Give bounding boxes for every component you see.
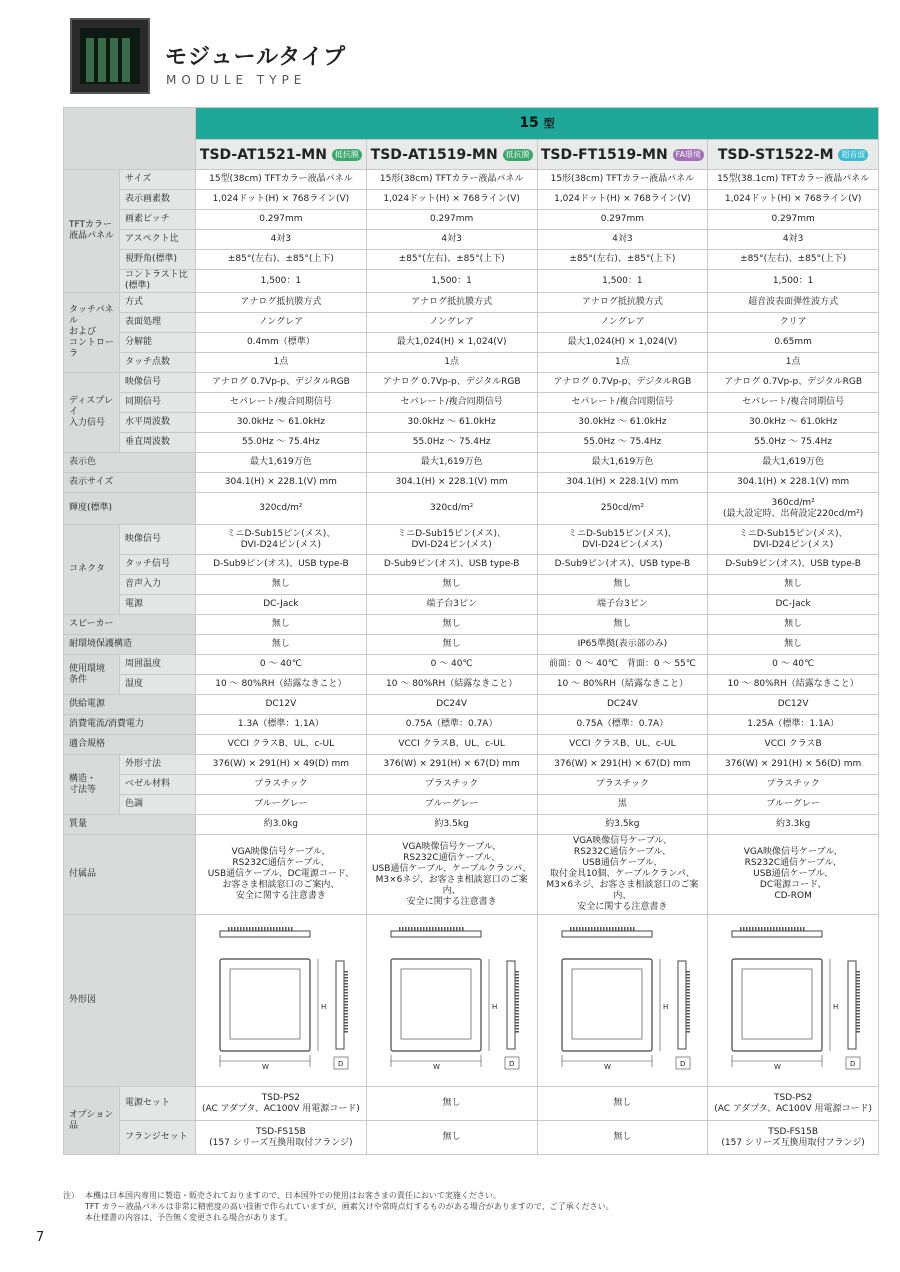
dim-d-label: D — [850, 1059, 856, 1068]
outline-diagram — [369, 921, 537, 1081]
note-line: TFT カラー液晶パネルは非常に精密度の高い技術で作られていますが、画素欠けや常時点灯するものがある場合がありますので、ご了承ください。 — [85, 1202, 614, 1211]
spec-table — [63, 107, 879, 1155]
cell-colors: 最大1,619万色 — [708, 453, 879, 473]
cell-bezel: プラスチック — [537, 775, 708, 795]
cell-surface: ノングレア — [196, 313, 367, 333]
row-label: 耐環境保護構造 — [64, 635, 196, 655]
table-row — [64, 675, 879, 695]
cell-video: アナログ 0.7Vp-p、デジタルRGB — [537, 373, 708, 393]
model-badge: FA環境 — [673, 149, 704, 161]
table-row — [64, 1087, 879, 1121]
cell-vfreq: 55.0Hz ～ 75.4Hz — [708, 433, 879, 453]
cell-current: 0.75A（標準：0.7A） — [537, 715, 708, 735]
cell-current: 0.75A（標準：0.7A） — [366, 715, 537, 735]
size-heading — [196, 108, 879, 140]
cell-conn_touch: D-Sub9ピン(オス)、USB type-B — [196, 555, 367, 575]
cell-method: 超音波表面弾性波方式 — [708, 293, 879, 313]
cell-power_conn: 端子台3ピン — [537, 595, 708, 615]
cell-surface: ノングレア — [366, 313, 537, 333]
dim-w-label: W — [262, 1062, 269, 1071]
cell-dims: 376(W) × 291(H) × 67(D) mm — [366, 755, 537, 775]
cell-opt_power: 無し — [537, 1087, 708, 1121]
table-row — [64, 815, 879, 835]
row-label: 湿度 — [120, 675, 196, 695]
cell-humid: 10 ～ 80%RH（結露なきこと） — [708, 675, 879, 695]
outline-drawing — [196, 915, 367, 1087]
row-label: 画素ピッチ — [120, 210, 196, 230]
cell-standard: VCCI クラスB — [708, 735, 879, 755]
cell-hfreq: 30.0kHz ～ 61.0kHz — [708, 413, 879, 433]
size-unit: 型 — [543, 117, 555, 130]
row-label: 輝度(標準) — [64, 493, 196, 525]
cell-resolution: 0.4mm（標準） — [196, 333, 367, 353]
row-label: 質量 — [64, 815, 196, 835]
cell-pixels: 1,024ドット(H) × 768ライン(V) — [708, 190, 879, 210]
cell-accessories: VGA映像信号ケーブル、 RS232C通信ケーブル、 USB通信ケーブル、 取付金具10個、ケーブルクランパ、 M3×6ネジ、お客さま相談窓口のご案内、 安全に関する注意書き — [537, 835, 708, 915]
product-photo — [70, 18, 150, 94]
cell-temp: 0 ～ 40℃ — [366, 655, 537, 675]
cell-aspect: 4対3 — [708, 230, 879, 250]
cell-accessories: VGA映像信号ケーブル、 RS232C通信ケーブル、 USB通信ケーブル、 DC電源コード、 CD-ROM — [708, 835, 879, 915]
cell-opt_power: TSD-PS2 (AC アダプタ、AC100V 用電源コード) — [196, 1087, 367, 1121]
model-header — [366, 140, 537, 170]
cell-hfreq: 30.0kHz ～ 61.0kHz — [537, 413, 708, 433]
table-row — [64, 170, 879, 190]
model-header — [708, 140, 879, 170]
cell-touchpoints: 1点 — [196, 353, 367, 373]
cell-method: アナログ抵抗膜方式 — [366, 293, 537, 313]
row-label: 分解能 — [120, 333, 196, 353]
cell-pitch: 0.297mm — [366, 210, 537, 230]
cell-tone: 黒 — [537, 795, 708, 815]
dim-h-label: H — [321, 1002, 327, 1011]
table-row — [64, 473, 879, 493]
row-label: 同期信号 — [120, 393, 196, 413]
table-row — [64, 775, 879, 795]
table-row — [64, 1121, 879, 1155]
table-row — [64, 333, 879, 353]
row-label: 周囲温度 — [120, 655, 196, 675]
row-label: 消費電流/消費電力 — [64, 715, 196, 735]
cell-power_conn: DC-Jack — [708, 595, 879, 615]
cell-supply: DC24V — [537, 695, 708, 715]
model-badge: 抵抗膜 — [332, 149, 362, 161]
cell-conn_touch: D-Sub9ピン(オス)、USB type-B — [708, 555, 879, 575]
model-name: TSD-ST1522-M — [717, 146, 834, 163]
cell-brightness: 320cd/m² — [366, 493, 537, 525]
cell-power_conn: DC-Jack — [196, 595, 367, 615]
cell-pixels: 1,024ドット(H) × 768ライン(V) — [537, 190, 708, 210]
row-label: コントラスト比(標準) — [120, 270, 196, 293]
cell-view: ±85°(左右)、±85°(上下) — [708, 250, 879, 270]
table-row — [64, 373, 879, 393]
row-label: 色調 — [120, 795, 196, 815]
model-header — [196, 140, 367, 170]
cell-view: ±85°(左右)、±85°(上下) — [537, 250, 708, 270]
cell-conn_video: ミニD-Sub15ピン(メス)、 DVI-D24ピン(メス) — [708, 525, 879, 555]
cell-video: アナログ 0.7Vp-p、デジタルRGB — [708, 373, 879, 393]
cell-supply: DC24V — [366, 695, 537, 715]
cell-touchpoints: 1点 — [708, 353, 879, 373]
cell-view: ±85°(左右)、±85°(上下) — [196, 250, 367, 270]
cell-vfreq: 55.0Hz ～ 75.4Hz — [366, 433, 537, 453]
cell-resolution: 最大1,024(H) × 1,024(V) — [366, 333, 537, 353]
row-label: アスペクト比 — [120, 230, 196, 250]
table-row — [64, 525, 879, 555]
table-row — [64, 735, 879, 755]
cell-dispsize: 304.1(H) × 228.1(V) mm — [366, 473, 537, 493]
cell-conn_video: ミニD-Sub15ピン(メス)、 DVI-D24ピン(メス) — [196, 525, 367, 555]
cell-size: 15形(38cm) TFTカラー液晶パネル — [537, 170, 708, 190]
cell-aspect: 4対3 — [366, 230, 537, 250]
row-label: 外形寸法 — [120, 755, 196, 775]
cell-opt_power: 無し — [366, 1087, 537, 1121]
page-subtitle: MODULE TYPE — [166, 73, 307, 87]
row-label: 表示色 — [64, 453, 196, 473]
row-label: タッチ点数 — [120, 353, 196, 373]
cell-size: 15型(38.1cm) TFTカラー液晶パネル — [708, 170, 879, 190]
cell-aspect: 4対3 — [196, 230, 367, 250]
cell-current: 1.25A（標準：1.1A） — [708, 715, 879, 735]
dim-h-label: H — [491, 1002, 498, 1011]
cell-standard: VCCI クラスB、UL、c-UL — [196, 735, 367, 755]
cell-sync: セパレート/複合同期信号 — [196, 393, 367, 413]
table-row — [64, 615, 879, 635]
cell-contrast: 1,500：1 — [537, 270, 708, 293]
cell-env_protect: 無し — [196, 635, 367, 655]
cell-speaker: 無し — [366, 615, 537, 635]
cell-vfreq: 55.0Hz ～ 75.4Hz — [537, 433, 708, 453]
cell-mass: 約3.5kg — [366, 815, 537, 835]
cell-speaker: 無し — [196, 615, 367, 635]
row-label: スピーカー — [64, 615, 196, 635]
page-number: 7 — [36, 1230, 45, 1245]
cell-method: アナログ抵抗膜方式 — [537, 293, 708, 313]
cell-opt_flange: TSD-FS15B (157 シリーズ互換用取付フランジ) — [196, 1121, 367, 1155]
cell-audio: 無し — [366, 575, 537, 595]
table-row — [64, 493, 879, 525]
dim-w-label: W — [774, 1062, 782, 1071]
cell-conn_touch: D-Sub9ピン(オス)、USB type-B — [366, 555, 537, 575]
notes-mark: 注） — [63, 1191, 79, 1200]
table-row — [64, 190, 879, 210]
cell-aspect: 4対3 — [537, 230, 708, 250]
outline-diagram — [540, 921, 708, 1081]
table-row — [64, 433, 879, 453]
note-line: 本機は日本国内専用に製造・販売されておりますので、日本国外での使用はお客さまの責任において実施ください。 — [85, 1191, 501, 1200]
row-label: 電源セット — [120, 1087, 196, 1121]
cell-dispsize: 304.1(H) × 228.1(V) mm — [537, 473, 708, 493]
table-row — [64, 795, 879, 815]
table-row — [64, 230, 879, 250]
row-label: タッチ信号 — [120, 555, 196, 575]
table-row — [64, 250, 879, 270]
notes — [63, 1190, 614, 1223]
cell-audio: 無し — [708, 575, 879, 595]
cell-colors: 最大1,619万色 — [537, 453, 708, 473]
cell-humid: 10 ～ 80%RH（結露なきこと） — [537, 675, 708, 695]
page-title: モジュールタイプ — [165, 45, 347, 70]
cell-resolution: 最大1,024(H) × 1,024(V) — [537, 333, 708, 353]
note-line: 本仕様書の内容は、予告無く変更される場合があります。 — [85, 1213, 293, 1222]
table-row — [64, 210, 879, 230]
cell-standard: VCCI クラスB、UL、c-UL — [537, 735, 708, 755]
model-name: TSD-AT1519-MN — [370, 146, 498, 163]
model-badge: 超音波 — [838, 149, 868, 161]
model-header — [537, 140, 708, 170]
group-label: 使用環境 条件 — [64, 655, 120, 695]
cell-resolution: 0.65mm — [708, 333, 879, 353]
cell-bezel: プラスチック — [366, 775, 537, 795]
cell-mass: 約3.5kg — [537, 815, 708, 835]
size-value: 15 — [519, 115, 539, 131]
cell-sync: セパレート/複合同期信号 — [537, 393, 708, 413]
cell-surface: クリア — [708, 313, 879, 333]
cell-tone: ブルーグレー — [366, 795, 537, 815]
table-row — [64, 715, 879, 735]
table-row — [64, 655, 879, 675]
table-row — [64, 353, 879, 373]
row-label: 表面処理 — [120, 313, 196, 333]
cell-humid: 10 ～ 80%RH（結露なきこと） — [196, 675, 367, 695]
cell-dims: 376(W) × 291(H) × 67(D) mm — [537, 755, 708, 775]
cell-env_protect: 無し — [708, 635, 879, 655]
cell-hfreq: 30.0kHz ～ 61.0kHz — [196, 413, 367, 433]
table-row — [64, 835, 879, 915]
table-row — [64, 453, 879, 473]
row-label: 外形図 — [64, 915, 196, 1087]
cell-bezel: プラスチック — [708, 775, 879, 795]
cell-vfreq: 55.0Hz ～ 75.4Hz — [196, 433, 367, 453]
table-row — [64, 313, 879, 333]
cell-dims: 376(W) × 291(H) × 56(D) mm — [708, 755, 879, 775]
table-row — [64, 108, 879, 140]
row-label: フランジセット — [120, 1121, 196, 1155]
cell-mass: 約3.0kg — [196, 815, 367, 835]
dim-d-label: D — [508, 1059, 515, 1068]
cell-conn_video: ミニD-Sub15ピン(メス)、 DVI-D24ピン(メス) — [366, 525, 537, 555]
cell-brightness: 360cd/m² (最大設定時、出荷設定220cd/m²) — [708, 493, 879, 525]
cell-tone: ブルーグレー — [196, 795, 367, 815]
row-label: 映像信号 — [120, 373, 196, 393]
table-row — [64, 393, 879, 413]
cell-method: アナログ抵抗膜方式 — [196, 293, 367, 313]
cell-speaker: 無し — [708, 615, 879, 635]
cell-dispsize: 304.1(H) × 228.1(V) mm — [708, 473, 879, 493]
model-name: TSD-AT1521-MN — [199, 146, 327, 163]
cell-conn_video: ミニD-Sub15ピン(メス)、 DVI-D24ピン(メス) — [537, 525, 708, 555]
cell-env_protect: 無し — [366, 635, 537, 655]
table-row — [64, 595, 879, 615]
table-row — [64, 413, 879, 433]
outline-drawing — [537, 915, 708, 1087]
outline-diagram — [198, 921, 366, 1081]
cell-audio: 無し — [537, 575, 708, 595]
cell-size: 15型(38cm) TFTカラー液晶パネル — [196, 170, 367, 190]
row-label: 付属品 — [64, 835, 196, 915]
dim-d-label: D — [338, 1059, 344, 1068]
row-label: 垂直周波数 — [120, 433, 196, 453]
row-label: 適合規格 — [64, 735, 196, 755]
cell-touchpoints: 1点 — [366, 353, 537, 373]
cell-audio: 無し — [196, 575, 367, 595]
cell-contrast: 1,500：1 — [196, 270, 367, 293]
cell-dims: 376(W) × 291(H) × 49(D) mm — [196, 755, 367, 775]
cell-temp: 0 ～ 40℃ — [708, 655, 879, 675]
cell-opt_power: TSD-PS2 (AC アダプタ、AC100V 用電源コード) — [708, 1087, 879, 1121]
cell-dispsize: 304.1(H) × 228.1(V) mm — [196, 473, 367, 493]
cell-speaker: 無し — [537, 615, 708, 635]
row-label: 視野角(標準) — [120, 250, 196, 270]
row-label: 表示サイズ — [64, 473, 196, 493]
dim-h-label: H — [833, 1002, 839, 1011]
cell-pitch: 0.297mm — [537, 210, 708, 230]
cell-current: 1.3A（標準：1.1A） — [196, 715, 367, 735]
outline-diagram — [710, 921, 878, 1081]
cell-size: 15形(38cm) TFTカラー液晶パネル — [366, 170, 537, 190]
cell-mass: 約3.3kg — [708, 815, 879, 835]
row-label: 映像信号 — [120, 525, 196, 555]
table-row — [64, 915, 879, 1087]
group-label: タッチパネル および コントローラ — [64, 293, 120, 373]
cell-video: アナログ 0.7Vp-p、デジタルRGB — [366, 373, 537, 393]
cell-pitch: 0.297mm — [708, 210, 879, 230]
cell-surface: ノングレア — [537, 313, 708, 333]
cell-env_protect: IP65準拠(表示部のみ) — [537, 635, 708, 655]
model-name: TSD-FT1519-MN — [540, 146, 668, 163]
row-label: 電源 — [120, 595, 196, 615]
cell-supply: DC12V — [708, 695, 879, 715]
row-label: 表示画素数 — [120, 190, 196, 210]
group-label: 構造・ 寸法等 — [64, 755, 120, 815]
outline-drawing — [366, 915, 537, 1087]
cell-conn_touch: D-Sub9ピン(オス)、USB type-B — [537, 555, 708, 575]
cell-contrast: 1,500：1 — [708, 270, 879, 293]
row-label: ベゼル材料 — [120, 775, 196, 795]
cell-standard: VCCI クラスB、UL、c-UL — [366, 735, 537, 755]
cell-colors: 最大1,619万色 — [366, 453, 537, 473]
cell-temp: 0 ～ 40℃ — [196, 655, 367, 675]
cell-pitch: 0.297mm — [196, 210, 367, 230]
group-label: オプション品 — [64, 1087, 120, 1155]
cell-opt_flange: TSD-FS15B (157 シリーズ互換用取付フランジ) — [708, 1121, 879, 1155]
table-row — [64, 635, 879, 655]
group-label: TFTカラー 液晶パネル — [64, 170, 120, 293]
cell-tone: ブルーグレー — [708, 795, 879, 815]
cell-video: アナログ 0.7Vp-p、デジタルRGB — [196, 373, 367, 393]
cell-brightness: 250cd/m² — [537, 493, 708, 525]
cell-accessories: VGA映像信号ケーブル、 RS232C通信ケーブル、 USB通信ケーブル、DC電源コード、 お客さま相談窓口のご案内、 安全に関する注意書き — [196, 835, 367, 915]
header-corner — [64, 108, 196, 170]
table-row — [64, 755, 879, 775]
dim-d-label: D — [679, 1059, 685, 1068]
cell-brightness: 320cd/m² — [196, 493, 367, 525]
cell-opt_flange: 無し — [366, 1121, 537, 1155]
cell-accessories: VGA映像信号ケーブル、 RS232C通信ケーブル、 USB通信ケーブル、ケーブルクランパ、 M3×6ネジ、お客さま相談窓口のご案内、 安全に関する注意書き — [366, 835, 537, 915]
table-row — [64, 270, 879, 293]
cell-bezel: プラスチック — [196, 775, 367, 795]
cell-power_conn: 端子台3ピン — [366, 595, 537, 615]
cell-temp: 前面：0 ～ 40℃ 背面：0 ～ 55℃ — [537, 655, 708, 675]
row-label: サイズ — [120, 170, 196, 190]
cell-pixels: 1,024ドット(H) × 768ライン(V) — [196, 190, 367, 210]
cell-sync: セパレート/複合同期信号 — [366, 393, 537, 413]
group-label: ディスプレイ 入力信号 — [64, 373, 120, 453]
cell-view: ±85°(左右)、±85°(上下) — [366, 250, 537, 270]
cell-humid: 10 ～ 80%RH（結露なきこと） — [366, 675, 537, 695]
group-label: コネクタ — [64, 525, 120, 615]
row-label: 方式 — [120, 293, 196, 313]
cell-hfreq: 30.0kHz ～ 61.0kHz — [366, 413, 537, 433]
cell-opt_flange: 無し — [537, 1121, 708, 1155]
row-label: 音声入力 — [120, 575, 196, 595]
cell-contrast: 1,500：1 — [366, 270, 537, 293]
row-label: 水平周波数 — [120, 413, 196, 433]
table-row — [64, 575, 879, 595]
dim-w-label: W — [603, 1062, 611, 1071]
table-row — [64, 695, 879, 715]
outline-drawing — [708, 915, 879, 1087]
cell-colors: 最大1,619万色 — [196, 453, 367, 473]
dim-h-label: H — [662, 1002, 668, 1011]
row-label: 供給電源 — [64, 695, 196, 715]
cell-sync: セパレート/複合同期信号 — [708, 393, 879, 413]
cell-supply: DC12V — [196, 695, 367, 715]
table-row — [64, 555, 879, 575]
table-row — [64, 293, 879, 313]
cell-touchpoints: 1点 — [537, 353, 708, 373]
model-badge: 抵抗膜 — [503, 149, 533, 161]
cell-pixels: 1,024ドット(H) × 768ライン(V) — [366, 190, 537, 210]
dim-w-label: W — [432, 1062, 440, 1071]
